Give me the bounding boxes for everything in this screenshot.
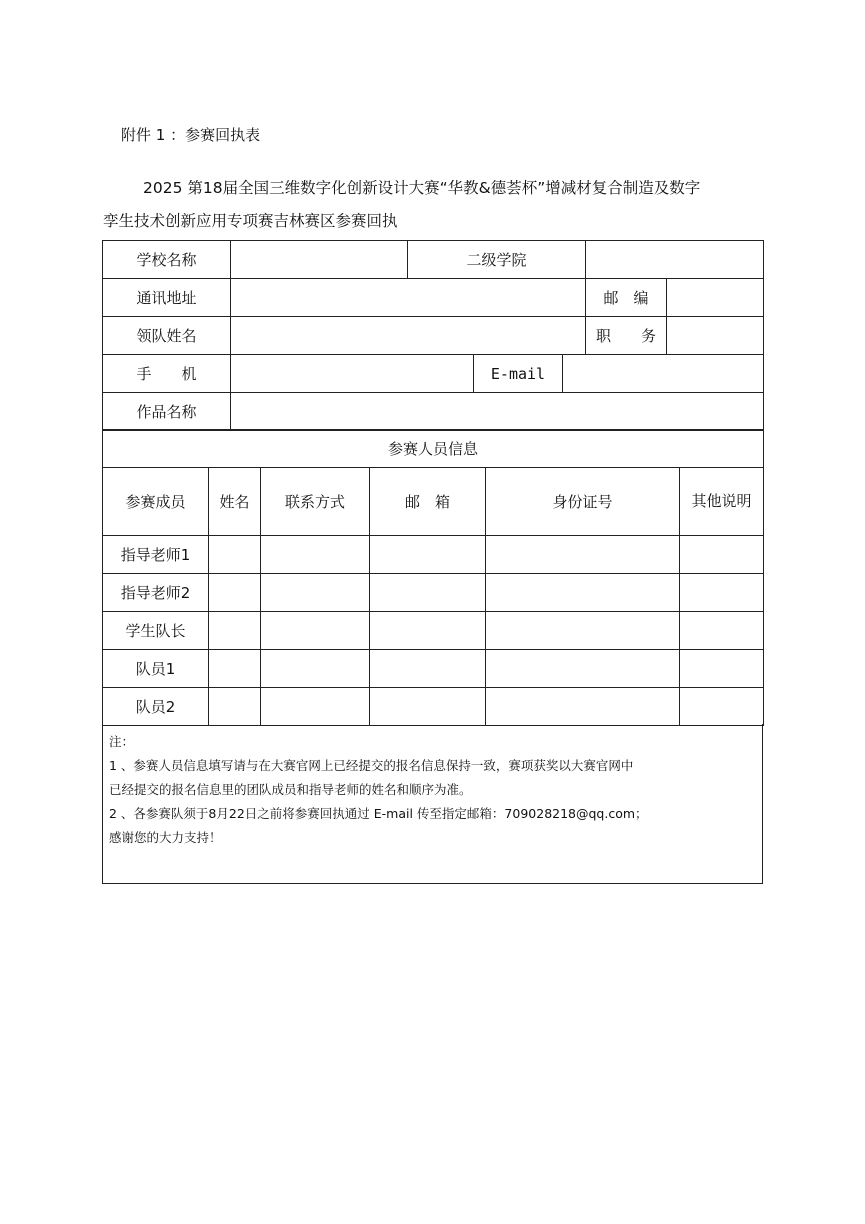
postcode-label: 邮 编 (586, 279, 667, 317)
position-label: 职 务 (586, 317, 667, 355)
school-label: 学校名称 (103, 241, 231, 279)
attachment-label: 附件 1 ：参赛回执表 (121, 126, 261, 144)
table-row (103, 536, 764, 574)
email-field[interactable] (563, 355, 764, 393)
notes-box (102, 724, 763, 884)
title-line-2: 孪生技术创新应用专项赛吉林赛区参赛回执 (103, 212, 398, 230)
table-row (103, 650, 764, 688)
column-header-contact: 联系方式 (261, 468, 370, 536)
note-line-1: 1 、参赛人员信息填写请与在大赛官网上已经提交的报名信息保持一致，赛项获奖以大赛官网中 (109, 758, 634, 773)
email-cell[interactable] (370, 650, 486, 688)
email-cell[interactable] (370, 574, 486, 612)
address-label: 通讯地址 (103, 279, 231, 317)
row-label-team-captain: 学生队长 (103, 612, 209, 650)
participants-section-title: 参赛人员信息 (103, 430, 764, 468)
column-header-member: 参赛成员 (103, 468, 209, 536)
remarks-cell[interactable] (680, 574, 764, 612)
college-label: 二级学院 (408, 241, 586, 279)
email-cell[interactable] (370, 536, 486, 574)
email-cell[interactable] (370, 612, 486, 650)
document-title (103, 172, 765, 238)
id-number-cell[interactable] (486, 612, 680, 650)
column-header-name: 姓名 (209, 468, 261, 536)
contact-cell[interactable] (261, 536, 370, 574)
postcode-field[interactable] (667, 279, 764, 317)
title-line-1: 2025 第18届全国三维数字化创新设计大赛“华教&德荟杯”增减材复合制造及数字 (143, 179, 701, 197)
name-cell[interactable] (209, 688, 261, 726)
table-row (103, 612, 764, 650)
remarks-cell[interactable] (680, 650, 764, 688)
contact-cell[interactable] (261, 650, 370, 688)
email-label: E-mail (474, 355, 563, 393)
id-number-cell[interactable] (486, 574, 680, 612)
contact-cell[interactable] (261, 612, 370, 650)
contact-cell[interactable] (261, 688, 370, 726)
column-header-email: 邮 箱 (370, 468, 486, 536)
name-cell[interactable] (209, 574, 261, 612)
note-line-3: 2 、各参赛队须于8月22日之前将参赛回执通过 E-mail 传至指定邮箱：709028218@qq.com； (109, 806, 648, 821)
registration-info-table (102, 240, 764, 431)
mobile-label: 手 机 (103, 355, 231, 393)
school-field[interactable] (231, 241, 408, 279)
note-line-2: 已经提交的报名信息里的团队成员和指导老师的姓名和顺序为准。 (109, 782, 472, 797)
row-label-member-1: 队员1 (103, 650, 209, 688)
participants-table (102, 429, 764, 726)
leader-name-field[interactable] (231, 317, 586, 355)
address-field[interactable] (231, 279, 586, 317)
table-row (103, 688, 764, 726)
column-header-remarks: 其他说明 (680, 468, 764, 536)
row-label-advisor-2: 指导老师2 (103, 574, 209, 612)
notes-heading: 注： (109, 734, 135, 749)
remarks-cell[interactable] (680, 688, 764, 726)
college-field[interactable] (586, 241, 764, 279)
work-name-label: 作品名称 (103, 393, 231, 431)
name-cell[interactable] (209, 650, 261, 688)
remarks-cell[interactable] (680, 536, 764, 574)
contact-cell[interactable] (261, 574, 370, 612)
note-line-4: 感谢您的大力支持！ (109, 830, 222, 845)
name-cell[interactable] (209, 536, 261, 574)
remarks-cell[interactable] (680, 612, 764, 650)
id-number-cell[interactable] (486, 536, 680, 574)
row-label-member-2: 队员2 (103, 688, 209, 726)
row-label-advisor-1: 指导老师1 (103, 536, 209, 574)
leader-name-label: 领队姓名 (103, 317, 231, 355)
email-cell[interactable] (370, 688, 486, 726)
work-name-field[interactable] (231, 393, 764, 431)
mobile-field[interactable] (231, 355, 474, 393)
column-header-id-number: 身份证号 (486, 468, 680, 536)
name-cell[interactable] (209, 612, 261, 650)
table-row (103, 574, 764, 612)
id-number-cell[interactable] (486, 688, 680, 726)
id-number-cell[interactable] (486, 650, 680, 688)
position-field[interactable] (667, 317, 764, 355)
